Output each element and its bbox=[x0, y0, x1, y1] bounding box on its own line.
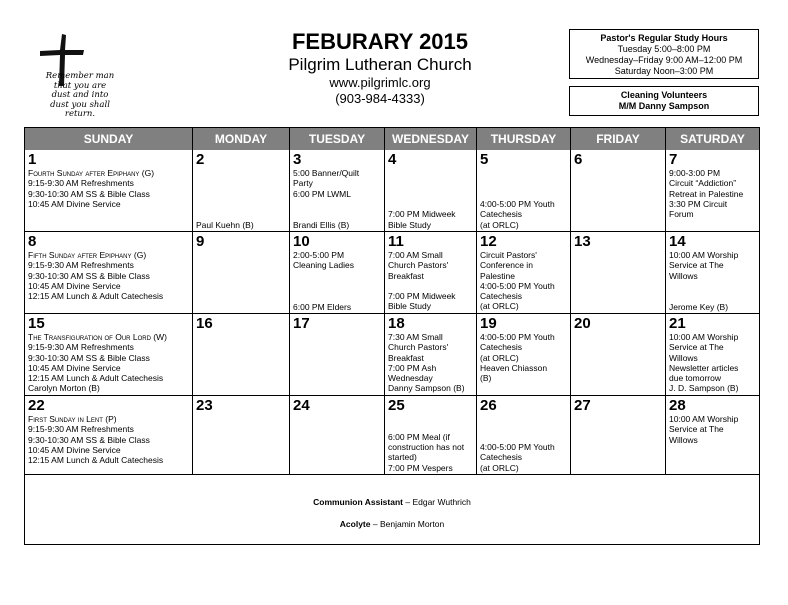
event-line: 4:00-5:00 PM Youth bbox=[480, 199, 555, 210]
calendar-day-cell[interactable] bbox=[666, 396, 759, 475]
liturgical-day-title: Fourth Sunday after Epiphany (G) bbox=[28, 168, 155, 178]
day-header-monday: MONDAY bbox=[193, 128, 290, 150]
calendar-day-cell[interactable] bbox=[193, 232, 290, 314]
event-line: Willows bbox=[669, 352, 698, 363]
event-line: 10:45 AM Divine Service bbox=[28, 362, 121, 373]
study-hours-line: Tuesday 5:00–8:00 PM bbox=[617, 44, 711, 54]
communion-name: Edgar Wuthrich bbox=[412, 497, 471, 507]
event-line: 6:00 PM Meal (if bbox=[388, 431, 450, 442]
church-name: Pilgrim Lutheran Church bbox=[288, 55, 472, 74]
event-line: Party bbox=[293, 178, 313, 189]
event-line bbox=[388, 281, 473, 291]
event-line: Bible Study bbox=[388, 219, 431, 230]
event-bottom-group bbox=[388, 209, 474, 230]
event-line: started) bbox=[388, 452, 417, 463]
calendar-day-cell[interactable] bbox=[290, 396, 385, 475]
event-line: due tomorrow bbox=[669, 373, 721, 384]
calendar-day-cell[interactable] bbox=[477, 150, 571, 232]
day-number: 8 bbox=[28, 233, 37, 250]
liturgical-day-title: The Transfiguration of Our Lord (W) bbox=[28, 332, 167, 342]
event-bottom-group bbox=[293, 220, 382, 230]
calendar-day-cell[interactable] bbox=[571, 396, 666, 475]
day-number: 17 bbox=[293, 315, 310, 332]
event-line: Circuit Pastors' bbox=[480, 250, 537, 260]
event-line: 10:00 AM Worship bbox=[669, 250, 739, 260]
event-line: Church Pastors' bbox=[388, 260, 449, 271]
event-line: 7:00 PM Vespers bbox=[388, 462, 453, 473]
event-line: 4:00-5:00 PM Youth bbox=[480, 442, 555, 453]
day-number: 7 bbox=[669, 151, 678, 168]
day-number: 16 bbox=[196, 315, 213, 332]
logo-verse bbox=[30, 72, 130, 120]
day-header-saturday: SATURDAY bbox=[666, 128, 759, 150]
event-line: 9:30-10:30 AM SS & Bible Class bbox=[28, 270, 150, 281]
event-line: Breakfast bbox=[388, 352, 424, 363]
event-line: Danny Sampson (B) bbox=[388, 383, 465, 394]
event-line: 9:30-10:30 AM SS & Bible Class bbox=[28, 352, 150, 363]
event-line: Service at The bbox=[669, 342, 724, 353]
calendar-day-cell[interactable] bbox=[25, 396, 193, 475]
cleaning-names: M/M Danny Sampson bbox=[618, 101, 710, 111]
event-line: Jerome Key (B) bbox=[669, 301, 729, 312]
event-line: 10:45 AM Divine Service bbox=[28, 198, 121, 209]
verse-line: dust you shall bbox=[50, 99, 110, 110]
calendar-day-cell[interactable] bbox=[290, 314, 385, 396]
day-number: 5 bbox=[480, 151, 489, 168]
event-line: Paul Kuehn (B) bbox=[196, 219, 254, 230]
event-line: 7:00 PM Midweek bbox=[388, 209, 456, 220]
calendar-day-cell[interactable] bbox=[385, 314, 477, 396]
event-line: 9:30-10:30 AM SS & Bible Class bbox=[28, 188, 150, 199]
cleaning-title: Cleaning Volunteers bbox=[620, 90, 708, 100]
calendar-day-cell[interactable] bbox=[477, 232, 571, 314]
event-line: (at ORLC) bbox=[480, 219, 519, 230]
verse-line: dust and into bbox=[51, 90, 109, 100]
event-line: 7:00 AM Small bbox=[388, 250, 443, 260]
event-line: Service at The bbox=[669, 260, 724, 271]
event-line: 9:15-9:30 AM Refreshments bbox=[28, 424, 134, 435]
event-line: 9:15-9:30 AM Refreshments bbox=[28, 178, 134, 189]
acolyte-name: Benjamin Morton bbox=[379, 519, 445, 529]
day-number: 15 bbox=[28, 315, 45, 332]
day-number: 27 bbox=[574, 397, 591, 414]
event-line: 7:30 AM Small bbox=[388, 332, 443, 342]
event-line: Retreat in Palestine bbox=[669, 188, 744, 199]
event-line: 5:00 Banner/Quilt bbox=[293, 168, 360, 178]
calendar-footer bbox=[25, 475, 759, 544]
event-line: Forum bbox=[669, 209, 694, 220]
event-line: J. D. Sampson (B) bbox=[669, 383, 739, 394]
event-line: Newsletter articles bbox=[669, 362, 739, 373]
day-header-tuesday: TUESDAY bbox=[290, 128, 385, 150]
calendar-day-cell[interactable] bbox=[571, 314, 666, 396]
event-line: 4:00-5:00 PM Youth bbox=[480, 332, 555, 342]
event-line: Willows bbox=[669, 434, 698, 445]
event-line: Heaven Chiasson bbox=[480, 362, 548, 373]
study-hours-line: Saturday Noon–3:00 PM bbox=[614, 66, 714, 76]
day-number: 2 bbox=[196, 151, 205, 168]
event-line: 9:15-9:30 AM Refreshments bbox=[28, 260, 134, 271]
calendar-day-cell[interactable] bbox=[193, 150, 290, 232]
verse-line: return. bbox=[64, 109, 96, 119]
calendar-day-cell[interactable] bbox=[193, 396, 290, 475]
event-line: 9:30-10:30 AM SS & Bible Class bbox=[28, 434, 150, 445]
liturgical-day-title: First Sunday in Lent (P) bbox=[28, 414, 117, 424]
day-number: 14 bbox=[669, 233, 686, 250]
event-line: 6:00 PM Elders bbox=[293, 301, 352, 312]
event-bottom-group bbox=[293, 302, 382, 312]
event-line: 10:00 AM Worship bbox=[669, 414, 739, 424]
day-number: 10 bbox=[293, 233, 310, 250]
calendar-day-cell[interactable] bbox=[571, 232, 666, 314]
day-number: 3 bbox=[293, 151, 302, 168]
event-line: Circuit “Addiction” bbox=[669, 178, 737, 189]
day-header-thursday: THURSDAY bbox=[477, 128, 571, 150]
event-line: Catechesis bbox=[480, 452, 523, 463]
event-line: 10:00 AM Worship bbox=[669, 332, 739, 342]
event-line: 12:15 AM Lunch & Adult Catechesis bbox=[28, 373, 164, 384]
website-link[interactable]: www.pilgrimlc.org bbox=[329, 75, 431, 90]
event-line: Palestine bbox=[480, 270, 515, 281]
verse-line: that you are bbox=[53, 80, 107, 91]
event-line: 12:15 AM Lunch & Adult Catechesis bbox=[28, 291, 164, 302]
event-bottom-group bbox=[669, 302, 757, 312]
event-line: 3:30 PM Circuit bbox=[669, 198, 728, 209]
day-number: 23 bbox=[196, 397, 213, 414]
event-bottom-group bbox=[480, 199, 568, 230]
event-line: 10:45 AM Divine Service bbox=[28, 444, 121, 455]
day-header-sunday: SUNDAY bbox=[25, 128, 193, 150]
event-line: Breakfast bbox=[388, 270, 424, 281]
day-number: 11 bbox=[388, 233, 404, 250]
day-header-friday: FRIDAY bbox=[571, 128, 666, 150]
study-hours-box bbox=[569, 29, 759, 79]
day-header-wednesday: WEDNESDAY bbox=[385, 128, 477, 150]
event-line: (B) bbox=[480, 373, 492, 384]
event-line: (at ORLC) bbox=[480, 352, 519, 363]
day-number: 19 bbox=[480, 315, 497, 332]
event-line: 2:00-5:00 PM bbox=[293, 250, 345, 260]
acolyte-label: Acolyte bbox=[339, 519, 371, 529]
church-logo bbox=[26, 30, 136, 130]
event-line: (at ORLC) bbox=[480, 301, 519, 312]
event-line: construction has not bbox=[388, 442, 465, 453]
calendar-day-cell[interactable] bbox=[477, 314, 571, 396]
day-number: 6 bbox=[574, 151, 583, 168]
day-number: 1 bbox=[28, 151, 37, 168]
calendar-day-cell[interactable] bbox=[25, 232, 193, 314]
calendar-day-cell[interactable] bbox=[666, 150, 759, 232]
verse-line: Remember man bbox=[45, 71, 115, 81]
calendar-day-cell[interactable] bbox=[25, 314, 193, 396]
calendar-day-cell[interactable] bbox=[385, 396, 477, 475]
calendar-day-cell[interactable] bbox=[385, 150, 477, 232]
event-line: Carolyn Morton (B) bbox=[28, 383, 100, 394]
event-line: Catechesis bbox=[480, 291, 523, 302]
acolyte-line: Acolyte – Benjamin Morton bbox=[339, 519, 445, 529]
day-number: 20 bbox=[574, 315, 591, 332]
calendar-grid bbox=[24, 127, 760, 545]
day-number: 24 bbox=[293, 397, 310, 414]
event-line: 6:00 PM LWML bbox=[293, 188, 351, 199]
calendar-day-cell[interactable] bbox=[290, 232, 385, 314]
event-bottom-group bbox=[388, 432, 474, 473]
event-line: Cleaning Ladies bbox=[293, 260, 354, 271]
communion-assistant-line: Communion Assistant – Edgar Wuthrich bbox=[313, 497, 471, 507]
calendar-day-cell[interactable] bbox=[385, 232, 477, 314]
event-bottom-group bbox=[196, 220, 287, 230]
event-line: Catechesis bbox=[480, 209, 523, 220]
event-line: Wednesday bbox=[388, 373, 433, 384]
event-line: 12:15 AM Lunch & Adult Catechesis bbox=[28, 455, 164, 466]
liturgical-day-title: Fifth Sunday after Epiphany (G) bbox=[28, 250, 147, 260]
event-line: 9:00-3:00 PM bbox=[669, 168, 721, 178]
event-line: Bible Study bbox=[388, 301, 431, 312]
day-number: 26 bbox=[480, 397, 497, 414]
calendar-day-cell[interactable] bbox=[25, 150, 193, 232]
day-number: 22 bbox=[28, 397, 45, 414]
day-number: 4 bbox=[388, 151, 397, 168]
calendar-day-cell[interactable] bbox=[571, 150, 666, 232]
event-bottom-group bbox=[480, 442, 568, 473]
study-hours-line: Wednesday–Friday 9:00 AM–12:00 PM bbox=[585, 55, 743, 65]
study-hours-title: Pastor's Regular Study Hours bbox=[600, 33, 728, 43]
day-number: 9 bbox=[196, 233, 205, 250]
event-line: Catechesis bbox=[480, 342, 523, 353]
event-line: 7:00 PM Ash bbox=[388, 362, 437, 373]
day-number: 13 bbox=[574, 233, 591, 250]
event-line: 10:45 AM Divine Service bbox=[28, 280, 121, 291]
day-number: 12 bbox=[480, 233, 497, 250]
event-line: Brandi Ellis (B) bbox=[293, 219, 350, 230]
communion-label: Communion Assistant bbox=[313, 497, 403, 507]
day-number: 18 bbox=[388, 315, 405, 332]
page-header bbox=[250, 28, 510, 107]
event-line: 9:15-9:30 AM Refreshments bbox=[28, 342, 134, 353]
cleaning-volunteers-box bbox=[569, 86, 759, 116]
calendar-day-cell[interactable] bbox=[290, 150, 385, 232]
page-title: FEBURARY 2015 bbox=[291, 29, 469, 54]
calendar-day-cell[interactable] bbox=[193, 314, 290, 396]
event-line: Church Pastors' bbox=[388, 342, 449, 353]
day-number: 28 bbox=[669, 397, 686, 414]
event-line: 4:00-5:00 PM Youth bbox=[480, 280, 555, 291]
day-number: 21 bbox=[669, 315, 686, 332]
event-line: (at ORLC) bbox=[480, 462, 519, 473]
event-line: Conference in bbox=[480, 260, 533, 271]
event-line: 7:00 PM Midweek bbox=[388, 291, 456, 302]
day-number: 25 bbox=[388, 397, 405, 414]
event-line: Service at The bbox=[669, 424, 724, 435]
phone-number: (903-984-4333) bbox=[335, 91, 425, 106]
calendar-day-cell[interactable] bbox=[666, 232, 759, 314]
calendar-day-cell[interactable] bbox=[477, 396, 571, 475]
event-line: Willows bbox=[669, 270, 698, 281]
calendar-day-cell[interactable] bbox=[666, 314, 759, 396]
